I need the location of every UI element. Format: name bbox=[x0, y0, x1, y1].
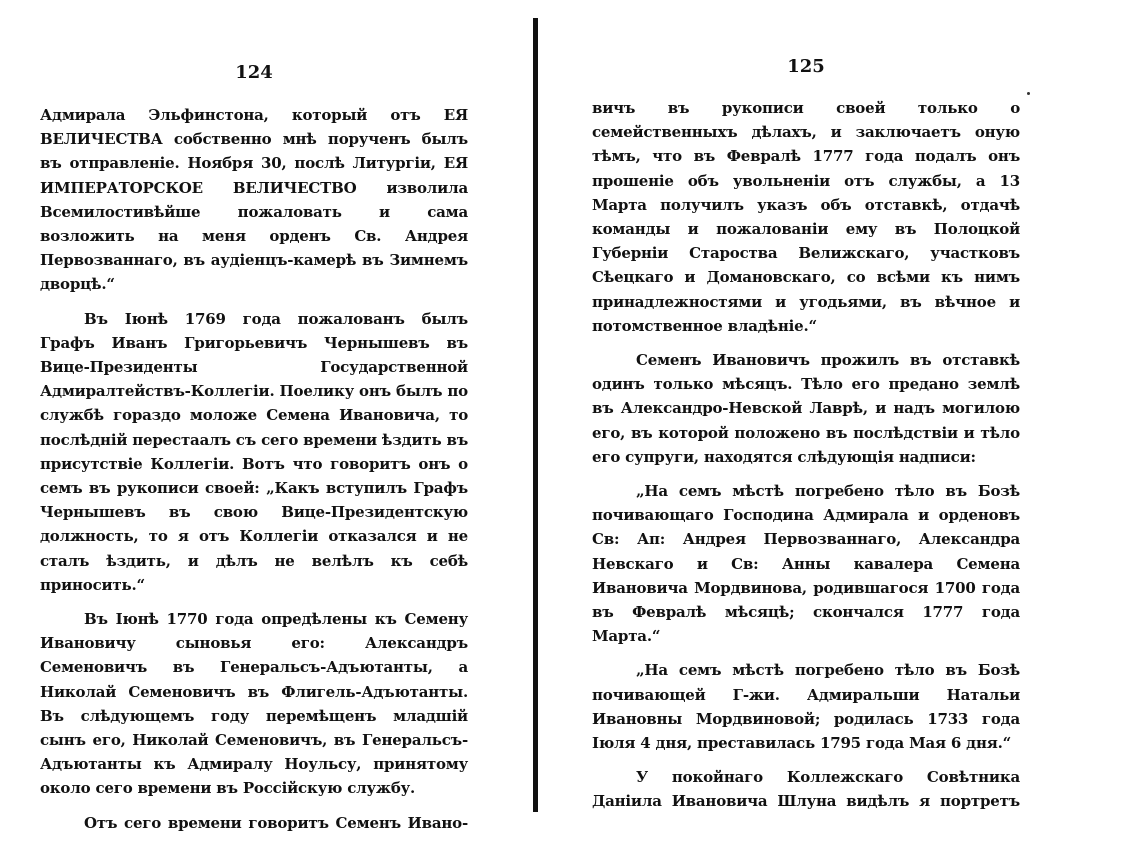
left-paragraph-3: Въ Іюнѣ 1770 года опредѣлены къ Семену Ивановичу сыновья его: Александръ Семеновичъ въ Генеральсъ-Адъютанты, а Николай Семеновичъ въ Флигель-Адъютанты. Въ слѣдующемъ году перемѣщенъ младшій сынъ его, Николай Семеновичъ, въ Генеральсъ-Адъютанты къ Адмиралу Ноульсу, принятому около сего времени въ Россійскую службу. bbox=[40, 610, 468, 798]
right-paragraph-1: вичъ въ рукописи своей только о семейственныхъ дѣлахъ, и заключаетъ оную тѣмъ, что въ Февралѣ 1777 года подалъ онъ прошеніе объ увольненіи отъ службы, а 13 Марта получилъ указъ объ отставкѣ, отдачѣ команды и пожалованіи ему въ Полоцкой Губерніи Староства Велижскаго, участковъ Сѣецкаго и Домановскаго, со всѣми къ нимъ принадлежностями и угодьями, въ вѣчное и потомственное владѣніе.“ bbox=[592, 99, 1020, 335]
left-page-text bbox=[40, 103, 468, 845]
right-inscription-1: „На семъ мѣстѣ погребено тѣло въ Бозѣ почивающаго Господина Адмирала и орденовъ Св: Ап: Андрея Первозваннаго, Александра Невскаго и Св: Анны кавалера Семена Ивановича Мордвинова, родившагося 1700 года въ Февралѣ мѣсяцѣ; скончался 1777 года Марта.“ bbox=[592, 482, 1020, 646]
right-page-text bbox=[592, 96, 1020, 824]
right-inscription-2: „На семъ мѣстѣ погребено тѣло въ Бозѣ почивающей Г-жи. Адмиральши Натальи Ивановны Мордвиновой; родилась 1733 года Іюля 4 дня, преставилась 1795 года Мая 6 дня.“ bbox=[592, 661, 1020, 753]
right-page bbox=[592, 0, 1020, 826]
right-page-number: 125 bbox=[787, 56, 825, 77]
page-speck bbox=[1027, 92, 1030, 95]
left-paragraph-1: Адмирала Эльфинстона, который отъ ЕЯ ВЕЛИЧЕСТВА собственно мнѣ порученъ былъ въ отправленіе. Ноября 30, послѣ Литургіи, ЕЯ ИМПЕРАТОРСКОЕ ВЕЛИЧЕСТВО изволила Всемилостивѣйше пожаловать и сама возложить на меня орденъ Св. Андрея Первозваннаго, въ аудіенцъ-камерѣ въ Зимнемъ дворцѣ.“ bbox=[40, 106, 468, 294]
left-page-number: 124 bbox=[235, 62, 273, 83]
right-paragraph-5: У покойнаго Коллежскаго Совѣтника Даніила Ивановича Шлуна видѣлъ я портретъ bbox=[592, 768, 1020, 811]
page-gutter-divider bbox=[533, 18, 538, 812]
left-paragraph-4: Отъ сего времени говоритъ Семенъ Ивано- bbox=[84, 813, 468, 832]
left-page bbox=[40, 0, 468, 832]
left-paragraph-2: Въ Іюнѣ 1769 года пожалованъ былъ Графъ Иванъ Григорьевичъ Чернышевъ въ Вице-Президенты Государственной Адмиралтействъ-Коллегіи. Поелику онъ былъ по службѣ гораздо моложе Семена Ивановича, то послѣдній перестаалъ съ сего времени ѣздить въ присутствіе Коллегіи. Вотъ что говоритъ онъ о семъ въ рукописи своей: „Какъ вступилъ Графъ Чернышевъ въ свою Вице-Президентскую должность, то я отъ Коллегіи отказался и не сталъ ѣздить, и дѣлъ не велѣлъ къ себѣ приносить.“ bbox=[40, 309, 468, 594]
right-paragraph-2: Семенъ Ивановичъ прожилъ въ отставкѣ одинъ только мѣсяцъ. Тѣло его предано землѣ въ Александро-Невской Лаврѣ, и надъ могилою его, въ которой положено въ послѣдствіи и тѣло его супруги, находятся слѣдующія надписи: bbox=[592, 351, 1020, 466]
